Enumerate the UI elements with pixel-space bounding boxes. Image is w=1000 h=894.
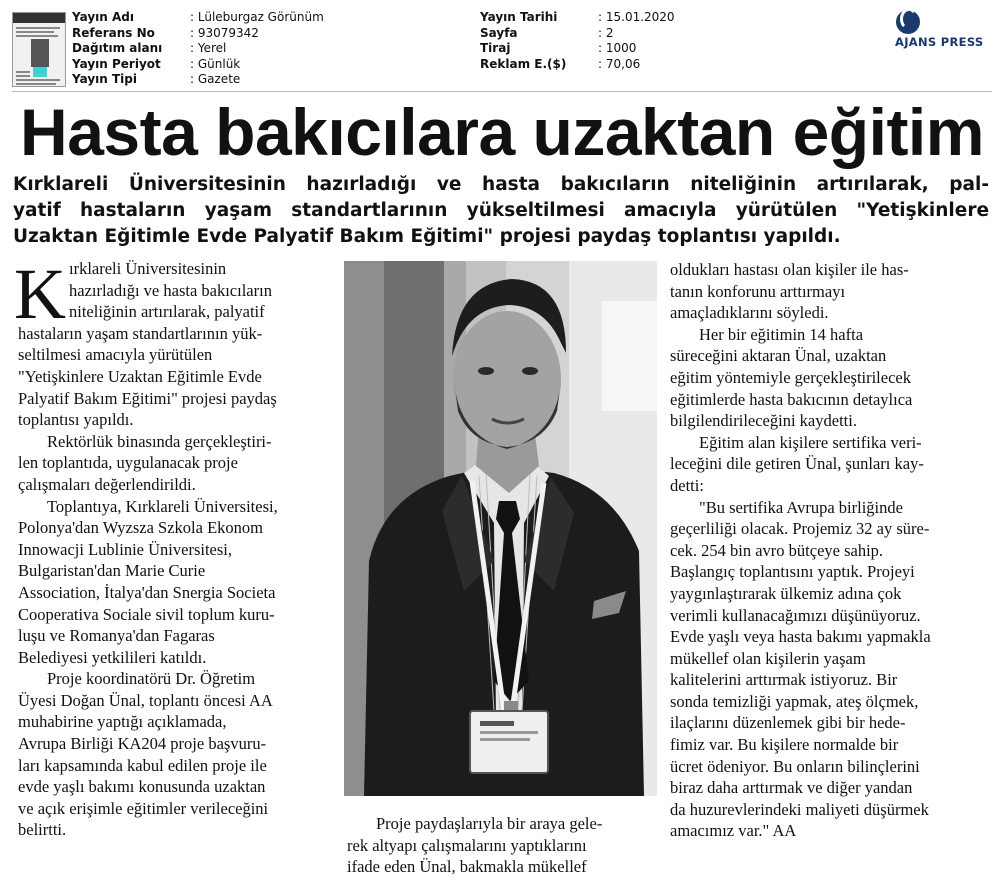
text-line: Toplantıya, Kırklareli Üniversitesi, [47, 496, 278, 516]
caption-line: ifade eden Ünal, bakmakla mükellef [347, 857, 587, 877]
meta-label: Yayın Tarihi [480, 10, 558, 24]
article-photo [344, 261, 657, 796]
meta-value: : 93079342 [190, 25, 259, 40]
meta-row [72, 41, 324, 57]
text-line: Proje koordinatörü Dr. Öğretim [47, 669, 256, 689]
meta-value: : Lüleburgaz Görünüm [190, 10, 324, 24]
text-line: detti: [670, 475, 704, 495]
text-line: Her bir eğitimin 14 hafta [699, 324, 864, 344]
meta-row [72, 26, 324, 42]
lead-line: Kırklareli Üniversitesinin hazırladığı ve hasta bakıcıların niteliğinin artırılarak, pal- [13, 174, 989, 195]
text-line: verimli kullanacağımızı düşünüyoruz. [670, 605, 921, 625]
meta-row [72, 10, 324, 26]
text-line: biraz daha arttırmak ve diğer yandan [670, 778, 913, 798]
photo-caption [347, 813, 659, 878]
text-line: seltilmesi amacıyla yürütülen [18, 345, 213, 365]
text-line: Başlangıç toplantısını yaptık. Projeyi [670, 562, 915, 582]
lead-line: Uzaktan Eğitimle Evde Palyatif Bakım Eğitimi" projesi paydaş toplantısı yapıldı. [13, 226, 841, 247]
caption-line: Proje paydaşlarıyla bir araya gele- [376, 814, 603, 833]
text-line: Bulgaristan'dan Marie Curie [18, 561, 206, 581]
text-line: Eğitim alan kişilere sertifika veri- [699, 432, 922, 452]
text-line: ırklareli Üniversitesinin [69, 259, 227, 278]
text-line: cek. 254 bin avro bütçeye sahip. [670, 540, 884, 560]
meta-label: Yayın Periyot [72, 56, 161, 71]
publication-meta-left [72, 10, 324, 88]
text-line: sonda temizliği yapmak, ateş ölçmek, [670, 691, 919, 711]
text-line: mükellef olan kişilerin yaşam [670, 648, 866, 668]
text-line: niteliğinin artırılarak, palyatif [69, 302, 265, 322]
meta-label: Yayın Tipi [72, 72, 137, 87]
text-line: Innowacji Lublinie Üniversitesi, [18, 539, 232, 559]
publication-meta-right [480, 10, 675, 72]
text-line: hazırladığı ve hasta bakıcıların [69, 280, 272, 300]
text-line: "Bu sertifika Avrupa birliğinde [699, 497, 903, 517]
portrait-illustration [344, 261, 657, 796]
text-line: oldukları hastası olan kişiler ile has- [670, 260, 909, 279]
text-line: toplantısı yapıldı. [18, 410, 134, 430]
text-line: tanın konforunu arttırmayı [670, 281, 846, 301]
text-line: ları kapsamında kabul edilen proje ile [18, 755, 267, 775]
meta-value: : 15.01.2020 [598, 10, 675, 24]
article-headline: Hasta bakıcılara uzaktan eğitim [20, 95, 984, 169]
text-line: Rektörlük binasında gerçekleştiri- [47, 431, 272, 451]
text-line: Cooperativa Sociale sivil toplum kuru- [18, 604, 275, 624]
article-lead [13, 172, 989, 250]
meta-label: Dağıtım alanı [72, 41, 163, 56]
text-line: Polonya'dan Wyzsza Szkola Ekonom [18, 518, 264, 538]
meta-row [480, 41, 675, 57]
text-line: Üyesi Doğan Ünal, toplantı öncesi AA [18, 690, 273, 710]
text-line: Belediyesi yetkilileri katıldı. [18, 647, 207, 667]
text-line: amaçladıklarını söyledi. [670, 303, 829, 323]
meta-row [72, 72, 324, 88]
clipping-header [0, 0, 1000, 92]
meta-row [480, 26, 675, 42]
text-line: "Yetişkinlere Uzaktan Eğitimle Evde [18, 366, 262, 386]
text-line: yaygınlaştırarak ülkemiz adına çok [670, 583, 902, 603]
text-line: amacımız var." AA [670, 821, 797, 841]
ajans-press-logo[interactable] [888, 10, 993, 55]
meta-label: Yayın Adı [72, 10, 134, 24]
meta-value: : Gazete [190, 72, 241, 87]
meta-label: Sayfa [480, 25, 518, 40]
text-line: len toplantıda, uygulanacak proje [18, 453, 238, 473]
drop-cap: K [14, 254, 66, 334]
text-line: fimiz var. Bu kişilere normalde bir [670, 735, 899, 755]
meta-row [72, 57, 324, 73]
text-line: muhabirine yaptığı açıklamada, [18, 712, 227, 732]
meta-row [480, 10, 675, 26]
text-line: eğitimlerde hasta bakıcının detaylıca [670, 389, 913, 409]
text-line: ve açık erişimle eğitimler verileceğini [18, 798, 269, 818]
logo-text: AJANS PRESS [895, 35, 984, 49]
text-line: belirtti. [18, 820, 67, 840]
text-line: Evde yaşlı veya hasta bakımı yapmakla [670, 627, 931, 647]
meta-label: Tiraj [480, 41, 511, 56]
text-line: Avrupa Birliği KA204 proje başvuru- [18, 734, 267, 754]
text-line: evde yaşlı bakımı konusunda uzaktan [18, 777, 266, 797]
page-thumbnail[interactable] [12, 12, 66, 87]
text-line: eğitim yöntemiyle gerçekleştirilecek [670, 367, 911, 387]
text-line: ücret ödeniyor. Bu onların bilinçlerini [670, 756, 920, 776]
meta-value: : Yerel [190, 41, 227, 56]
logo-emblem-icon [896, 10, 920, 34]
text-line: hastaların yaşam standartlarının yük- [18, 323, 263, 343]
text-line: bilgilendirileceğini kaydetti. [670, 411, 857, 431]
meta-row [480, 57, 675, 73]
text-line: leceğini dile getiren Ünal, şunları kay- [670, 454, 924, 474]
text-line: luşu ve Romanya'dan Fagaras [18, 626, 215, 646]
text-line: geçerliliği olacak. Projemiz 32 ay süre- [670, 519, 930, 539]
meta-value: : 70,06 [598, 56, 641, 71]
text-line: süreceğini aktaran Ünal, uzaktan [670, 346, 887, 366]
meta-value: : Günlük [190, 56, 241, 71]
lead-line: yatif hastaların yaşam standartlarının yükseltilmesi amacıyla yürütülen "Yetişkinlere [13, 200, 989, 221]
meta-value: : 1000 [598, 41, 637, 56]
text-line: Association, İtalya'dan Snergia Societa [18, 582, 276, 602]
caption-line: rek altyapı çalışmalarını yaptıklarını [347, 835, 587, 855]
article-column-1 [18, 258, 328, 841]
article-column-3 [670, 259, 988, 842]
text-line: kalitelerini arttırmak istiyoruz. Bir [670, 670, 898, 690]
meta-value: : 2 [598, 25, 614, 40]
meta-label: Reklam E.($) [480, 56, 567, 71]
meta-label: Referans No [72, 25, 155, 40]
text-line: Palyatif Bakım Eğitimi" projesi paydaş [18, 388, 277, 408]
text-line: da huzurevlerindeki maliyeti düşürmek [670, 799, 929, 819]
text-line: ilaçlarını düzenlemek gibi bir hede- [670, 713, 906, 733]
text-line: çalışmaları değerlendirildi. [18, 474, 196, 494]
